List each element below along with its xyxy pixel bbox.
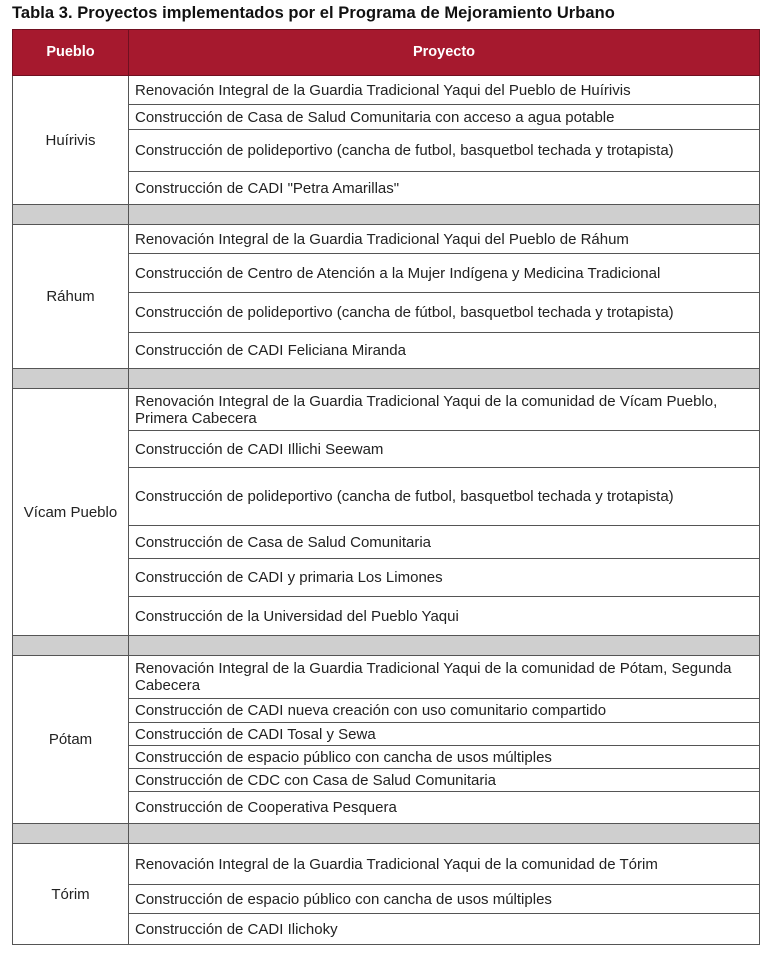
project-cell: Renovación Integral de la Guardia Tradicional Yaqui de la comunidad de Vícam Pueblo, Primera Cabecera (129, 389, 760, 431)
project-cell: Construcción de CDC con Casa de Salud Comunitaria (129, 769, 760, 792)
table-title: Tabla 3. Proyectos implementados por el Programa de Mejoramiento Urbano (12, 4, 615, 22)
project-cell: Construcción de Casa de Salud Comunitaria (129, 526, 760, 559)
separator-row (13, 824, 760, 844)
project-cell: Construcción de CADI Tosal y Sewa (129, 723, 760, 746)
project-cell: Renovación Integral de la Guardia Tradicional Yaqui del Pueblo de Huírivis (129, 76, 760, 105)
pueblo-cell: Ráhum (13, 225, 129, 369)
pueblo-cell: Pótam (13, 656, 129, 824)
project-cell: Construcción de Centro de Atención a la Mujer Indígena y Medicina Tradicional (129, 254, 760, 293)
project-cell: Construcción de Casa de Salud Comunitaria con acceso a agua potable (129, 105, 760, 130)
project-cell: Renovación Integral de la Guardia Tradicional Yaqui de la comunidad de Pótam, Segunda Cabecera (129, 656, 760, 699)
header-pueblo: Pueblo (13, 30, 129, 76)
project-cell: Construcción de Cooperativa Pesquera (129, 792, 760, 824)
project-cell: Construcción de CADI Ilichoky (129, 914, 760, 945)
project-cell: Renovación Integral de la Guardia Tradicional Yaqui del Pueblo de Ráhum (129, 225, 760, 254)
project-cell: Construcción de polideportivo (cancha de futbol, basquetbol techada y trotapista) (129, 468, 760, 526)
project-cell: Construcción de polideportivo (cancha de futbol, basquetbol techada y trotapista) (129, 130, 760, 172)
projects-table (12, 29, 760, 945)
project-cell: Construcción de la Universidad del Pueblo Yaqui (129, 597, 760, 636)
pueblo-cell: Vícam Pueblo (13, 389, 129, 636)
header-proyecto: Proyecto (129, 30, 760, 76)
table-row (13, 389, 760, 431)
project-cell: Construcción de CADI "Petra Amarillas" (129, 172, 760, 205)
project-cell: Construcción de CADI nueva creación con uso comunitario compartido (129, 699, 760, 723)
table-row (13, 656, 760, 699)
pueblo-cell: Tórim (13, 844, 129, 945)
table-row (13, 225, 760, 254)
project-cell: Construcción de espacio público con cancha de usos múltiples (129, 746, 760, 769)
table-row (13, 76, 760, 105)
project-cell: Construcción de espacio público con cancha de usos múltiples (129, 885, 760, 914)
separator-row (13, 369, 760, 389)
project-cell: Construcción de CADI Illichi Seewam (129, 431, 760, 468)
project-cell: Construcción de CADI y primaria Los Limones (129, 559, 760, 597)
project-cell: Construcción de CADI Feliciana Miranda (129, 333, 760, 369)
separator-row (13, 205, 760, 225)
pueblo-cell: Huírivis (13, 76, 129, 205)
table-row (13, 844, 760, 885)
header-row (13, 30, 760, 76)
separator-row (13, 636, 760, 656)
project-cell: Renovación Integral de la Guardia Tradicional Yaqui de la comunidad de Tórim (129, 844, 760, 885)
project-cell: Construcción de polideportivo (cancha de fútbol, basquetbol techada y trotapista) (129, 293, 760, 333)
